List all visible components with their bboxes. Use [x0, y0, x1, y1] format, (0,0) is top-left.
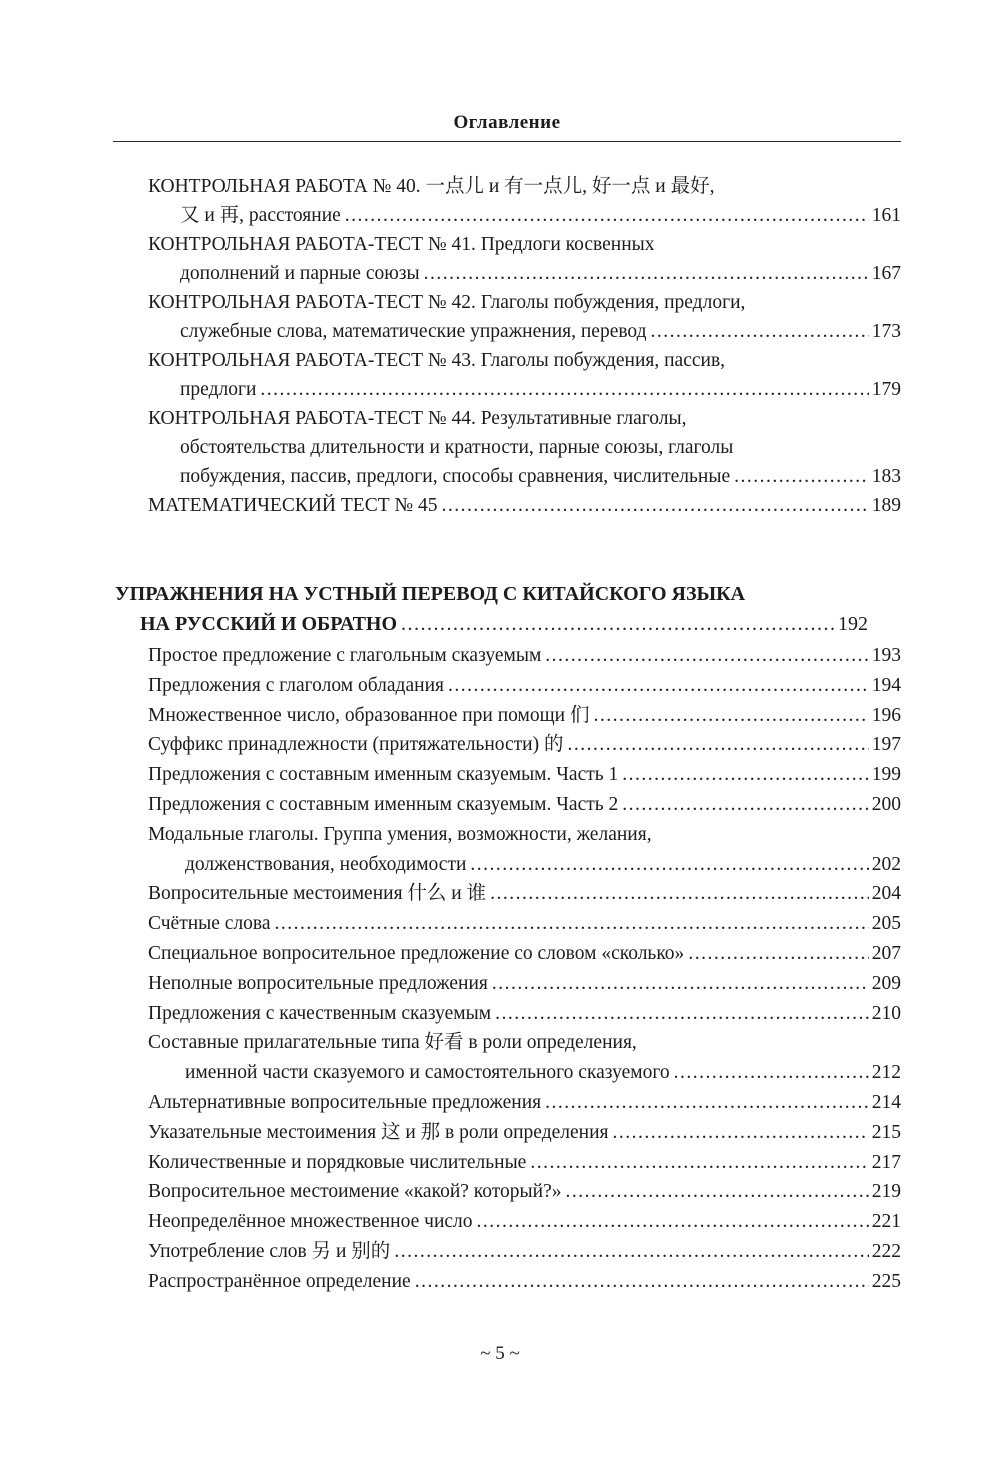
- toc-entry: [148, 1028, 901, 1088]
- toc-entry: [148, 939, 901, 969]
- dot-leader: [651, 317, 869, 346]
- toc-entry-text: Вопросительное местоимение «какой? который?»: [148, 1181, 562, 1203]
- toc-page-number: 219: [871, 1181, 901, 1203]
- toc-entry-line: [180, 462, 901, 491]
- toc-entry-text: Специальное вопросительное предложение со словом «сколько»: [148, 942, 685, 964]
- toc-entry-text: МАТЕМАТИЧЕСКИЙ ТЕСТ № 45: [148, 495, 438, 516]
- toc-entry: [148, 1118, 901, 1148]
- toc-entry-line: [148, 730, 901, 760]
- toc-page-number: 193: [871, 645, 901, 666]
- toc-entry-line: [148, 969, 901, 999]
- toc-entry-text: Суффикс принадлежности (притяжательности) 的: [148, 734, 564, 756]
- dot-leader: [567, 730, 868, 760]
- dot-leader: [688, 939, 868, 969]
- toc-entry-text: Множественное число, образованное при помощи 们: [148, 704, 590, 726]
- toc-entry: [148, 346, 901, 404]
- toc-entry-line: [140, 610, 868, 640]
- toc-entry: [148, 790, 901, 820]
- toc-entry-line: [180, 433, 901, 462]
- toc-page-number: 199: [871, 764, 901, 786]
- toc-entry: [148, 230, 901, 288]
- toc-page-number: 194: [871, 674, 901, 696]
- toc-entry-line: [148, 1207, 901, 1237]
- toc-entry-line: [148, 701, 901, 731]
- toc-entry-text: Модальные глаголы. Группа умения, возможности, желания,: [148, 823, 652, 845]
- toc-page-number: 189: [871, 495, 901, 516]
- toc-entry-line: [148, 641, 901, 671]
- toc-page-number: 207: [871, 942, 901, 964]
- dot-leader: [275, 909, 869, 939]
- toc-entry-text: Предложения с качественным сказуемым: [148, 1002, 492, 1024]
- toc-entry-text: Употребление слов 另 и 别的: [148, 1240, 391, 1262]
- page-footer: [0, 1343, 1000, 1365]
- toc-entry: [148, 1237, 901, 1267]
- toc-entry-text: Неопределённое множественное число: [148, 1211, 473, 1233]
- toc-entry-text: Предложения с составным именным сказуемым. Часть 2: [148, 793, 619, 815]
- toc-entry-line: [148, 999, 901, 1029]
- toc-entry-line: [180, 317, 901, 346]
- toc-entry-text: долженствования, необходимости: [185, 853, 467, 875]
- toc-entry-line: [148, 1267, 901, 1297]
- dot-leader: [492, 969, 869, 999]
- toc-entry-line: [148, 1118, 901, 1148]
- toc-entry-text: Предложения с глаголом обладания: [148, 674, 444, 696]
- toc-entry: [148, 969, 901, 999]
- toc-section-heading-host: [115, 580, 901, 639]
- toc-entry-line: [148, 346, 901, 375]
- toc-page-number: 202: [871, 853, 901, 875]
- toc-entry: [148, 730, 901, 760]
- dot-leader: [545, 641, 868, 671]
- toc-page-number: 221: [871, 1211, 901, 1233]
- toc-page-number: 215: [871, 1121, 901, 1143]
- dot-leader: [477, 1207, 869, 1237]
- toc-entry-line: [148, 760, 901, 790]
- dot-leader: [394, 1237, 868, 1267]
- dot-leader: [424, 259, 869, 288]
- toc-page-number: 161: [871, 205, 901, 226]
- toc-entry: [148, 1148, 901, 1178]
- toc-entry-line: [148, 491, 901, 520]
- dot-leader: [613, 1118, 869, 1148]
- toc-entry-text: КОНТРОЛЬНАЯ РАБОТА № 40. 一点儿 и 有一点儿, 好一点 и 最好,: [148, 176, 715, 197]
- toc-page-number: 204: [871, 883, 901, 905]
- toc-entry: [148, 671, 901, 701]
- dot-leader: [622, 760, 868, 790]
- toc-page-number: 225: [871, 1270, 901, 1292]
- toc-entry-text: Составные прилагательные типа 好看 в роли определения,: [148, 1032, 637, 1054]
- toc-page-number: 183: [871, 466, 901, 487]
- toc-page-number: 212: [871, 1062, 901, 1084]
- toc-entry-text: Альтернативные вопросительные предложения: [148, 1091, 542, 1113]
- toc-entry: [148, 288, 901, 346]
- toc-section-heading: [115, 580, 868, 639]
- toc-entry-line: [185, 1058, 901, 1088]
- dot-leader: [734, 462, 869, 491]
- toc-entry-line: [148, 1177, 901, 1207]
- dot-leader: [530, 1148, 868, 1178]
- dot-leader: [260, 375, 868, 404]
- dot-leader: [401, 610, 835, 640]
- toc-entry-text: предлоги: [180, 379, 257, 400]
- toc-entry: [148, 1088, 901, 1118]
- toc-entry: [148, 999, 901, 1029]
- toc-entry-line: [148, 230, 901, 259]
- toc-entry-text: Счётные слова: [148, 913, 271, 935]
- toc-page-number: 217: [871, 1151, 901, 1173]
- toc-page-number: 205: [871, 913, 901, 935]
- toc-entry-line: [148, 909, 901, 939]
- dot-leader: [470, 850, 868, 880]
- toc-entry: [148, 172, 901, 230]
- toc-page-number: 209: [871, 972, 901, 994]
- toc-entry-line: [148, 790, 901, 820]
- toc-page-number: 179: [871, 379, 901, 400]
- toc-entry: [148, 760, 901, 790]
- toc-entry-line: [180, 201, 901, 230]
- toc-page-number: 222: [871, 1240, 901, 1262]
- toc-entry-text: УПРАЖНЕНИЯ НА УСТНЫЙ ПЕРЕВОД С КИТАЙСКОГО ЯЗЫКА: [115, 583, 746, 605]
- toc-entry-line: [115, 580, 868, 610]
- toc-page-number: 200: [871, 793, 901, 815]
- toc-entry-text: КОНТРОЛЬНАЯ РАБОТА-ТЕСТ № 41. Предлоги косвенных: [148, 234, 655, 255]
- toc-entry: [148, 1267, 901, 1297]
- toc-entry-line: [148, 288, 901, 317]
- dot-leader: [345, 201, 869, 230]
- toc-page-number: 192: [838, 612, 868, 635]
- toc-entry: [148, 641, 901, 671]
- toc-page-number: 173: [871, 321, 901, 342]
- toc-entry-text: обстоятельства длительности и кратности, парные союзы, глаголы: [180, 437, 734, 458]
- dot-leader: [593, 701, 868, 731]
- dot-leader: [415, 1267, 869, 1297]
- dot-leader: [448, 671, 869, 701]
- dot-leader: [490, 879, 869, 909]
- toc-entry-text: Вопросительные местоимения 什么 и 谁: [148, 883, 487, 905]
- toc-page-number: 214: [871, 1091, 901, 1113]
- toc-entry-text: Распространённое определение: [148, 1270, 411, 1292]
- toc-entry-text: КОНТРОЛЬНАЯ РАБОТА-ТЕСТ № 44. Результативные глаголы,: [148, 408, 687, 429]
- toc-page-number: 197: [871, 734, 901, 756]
- page-number-footer: ~ 5 ~: [480, 1343, 520, 1364]
- toc-entry-line: [148, 820, 901, 850]
- dot-leader: [565, 1177, 868, 1207]
- toc-section-tests: [148, 172, 901, 520]
- dot-leader: [674, 1058, 869, 1088]
- toc-entry-line: [148, 172, 901, 201]
- dot-leader: [545, 1088, 869, 1118]
- toc-entry: [148, 404, 901, 491]
- toc-page-number: 196: [871, 704, 901, 726]
- toc-entry-line: [148, 1237, 901, 1267]
- page-title: Оглавление: [453, 112, 561, 133]
- toc-entry-text: КОНТРОЛЬНАЯ РАБОТА-ТЕСТ № 43. Глаголы побуждения, пассив,: [148, 350, 726, 371]
- toc-entry: [148, 1207, 901, 1237]
- toc-entry: [148, 909, 901, 939]
- toc-entry-line: [180, 375, 901, 404]
- toc-entry-line: [148, 1028, 901, 1058]
- dot-leader: [441, 491, 868, 520]
- toc-entry-line: [148, 671, 901, 701]
- toc-entry-text: 又 и 再, расстояние: [180, 205, 341, 226]
- toc-entry-text: Предложения с составным именным сказуемым. Часть 1: [148, 764, 619, 786]
- toc-entry-line: [148, 939, 901, 969]
- toc-entry-text: именной части сказуемого и самостоятельного сказуемого: [185, 1062, 670, 1084]
- toc-entry: [148, 820, 901, 880]
- toc-section-exercises: [148, 641, 901, 1297]
- toc-entry: [148, 879, 901, 909]
- toc-entry-text: служебные слова, математические упражнения, перевод: [180, 321, 647, 342]
- dot-leader: [622, 790, 868, 820]
- toc-entry-text: Неполные вопросительные предложения: [148, 972, 488, 994]
- dot-leader: [495, 999, 869, 1029]
- toc-entry: [148, 701, 901, 731]
- toc-entry: [148, 1177, 901, 1207]
- toc-entry-text: побуждения, пассив, предлоги, способы сравнения, числительные: [180, 466, 731, 487]
- toc-entry-text: Количественные и порядковые числительные: [148, 1151, 527, 1173]
- toc-entry-line: [148, 1088, 901, 1118]
- toc-entry-line: [148, 1148, 901, 1178]
- toc-entry-text: дополнений и парные союзы: [180, 263, 420, 284]
- toc-page-number: 210: [871, 1002, 901, 1024]
- toc-entry-text: Указательные местоимения 这 и 那 в роли определения: [148, 1121, 609, 1143]
- table-of-contents: [115, 172, 901, 1297]
- toc-entry-text: КОНТРОЛЬНАЯ РАБОТА-ТЕСТ № 42. Глаголы побуждения, предлоги,: [148, 292, 746, 313]
- toc-entry-line: [148, 879, 901, 909]
- page-header: [113, 112, 901, 142]
- toc-entry-line: [148, 404, 901, 433]
- toc-entry-text: НА РУССКИЙ И ОБРАТНО: [140, 612, 398, 635]
- toc-entry: [148, 491, 901, 520]
- toc-entry-line: [185, 850, 901, 880]
- toc-entry-text: Простое предложение с глагольным сказуемым: [148, 645, 542, 666]
- toc-page-number: 167: [871, 263, 901, 284]
- toc-entry-line: [180, 259, 901, 288]
